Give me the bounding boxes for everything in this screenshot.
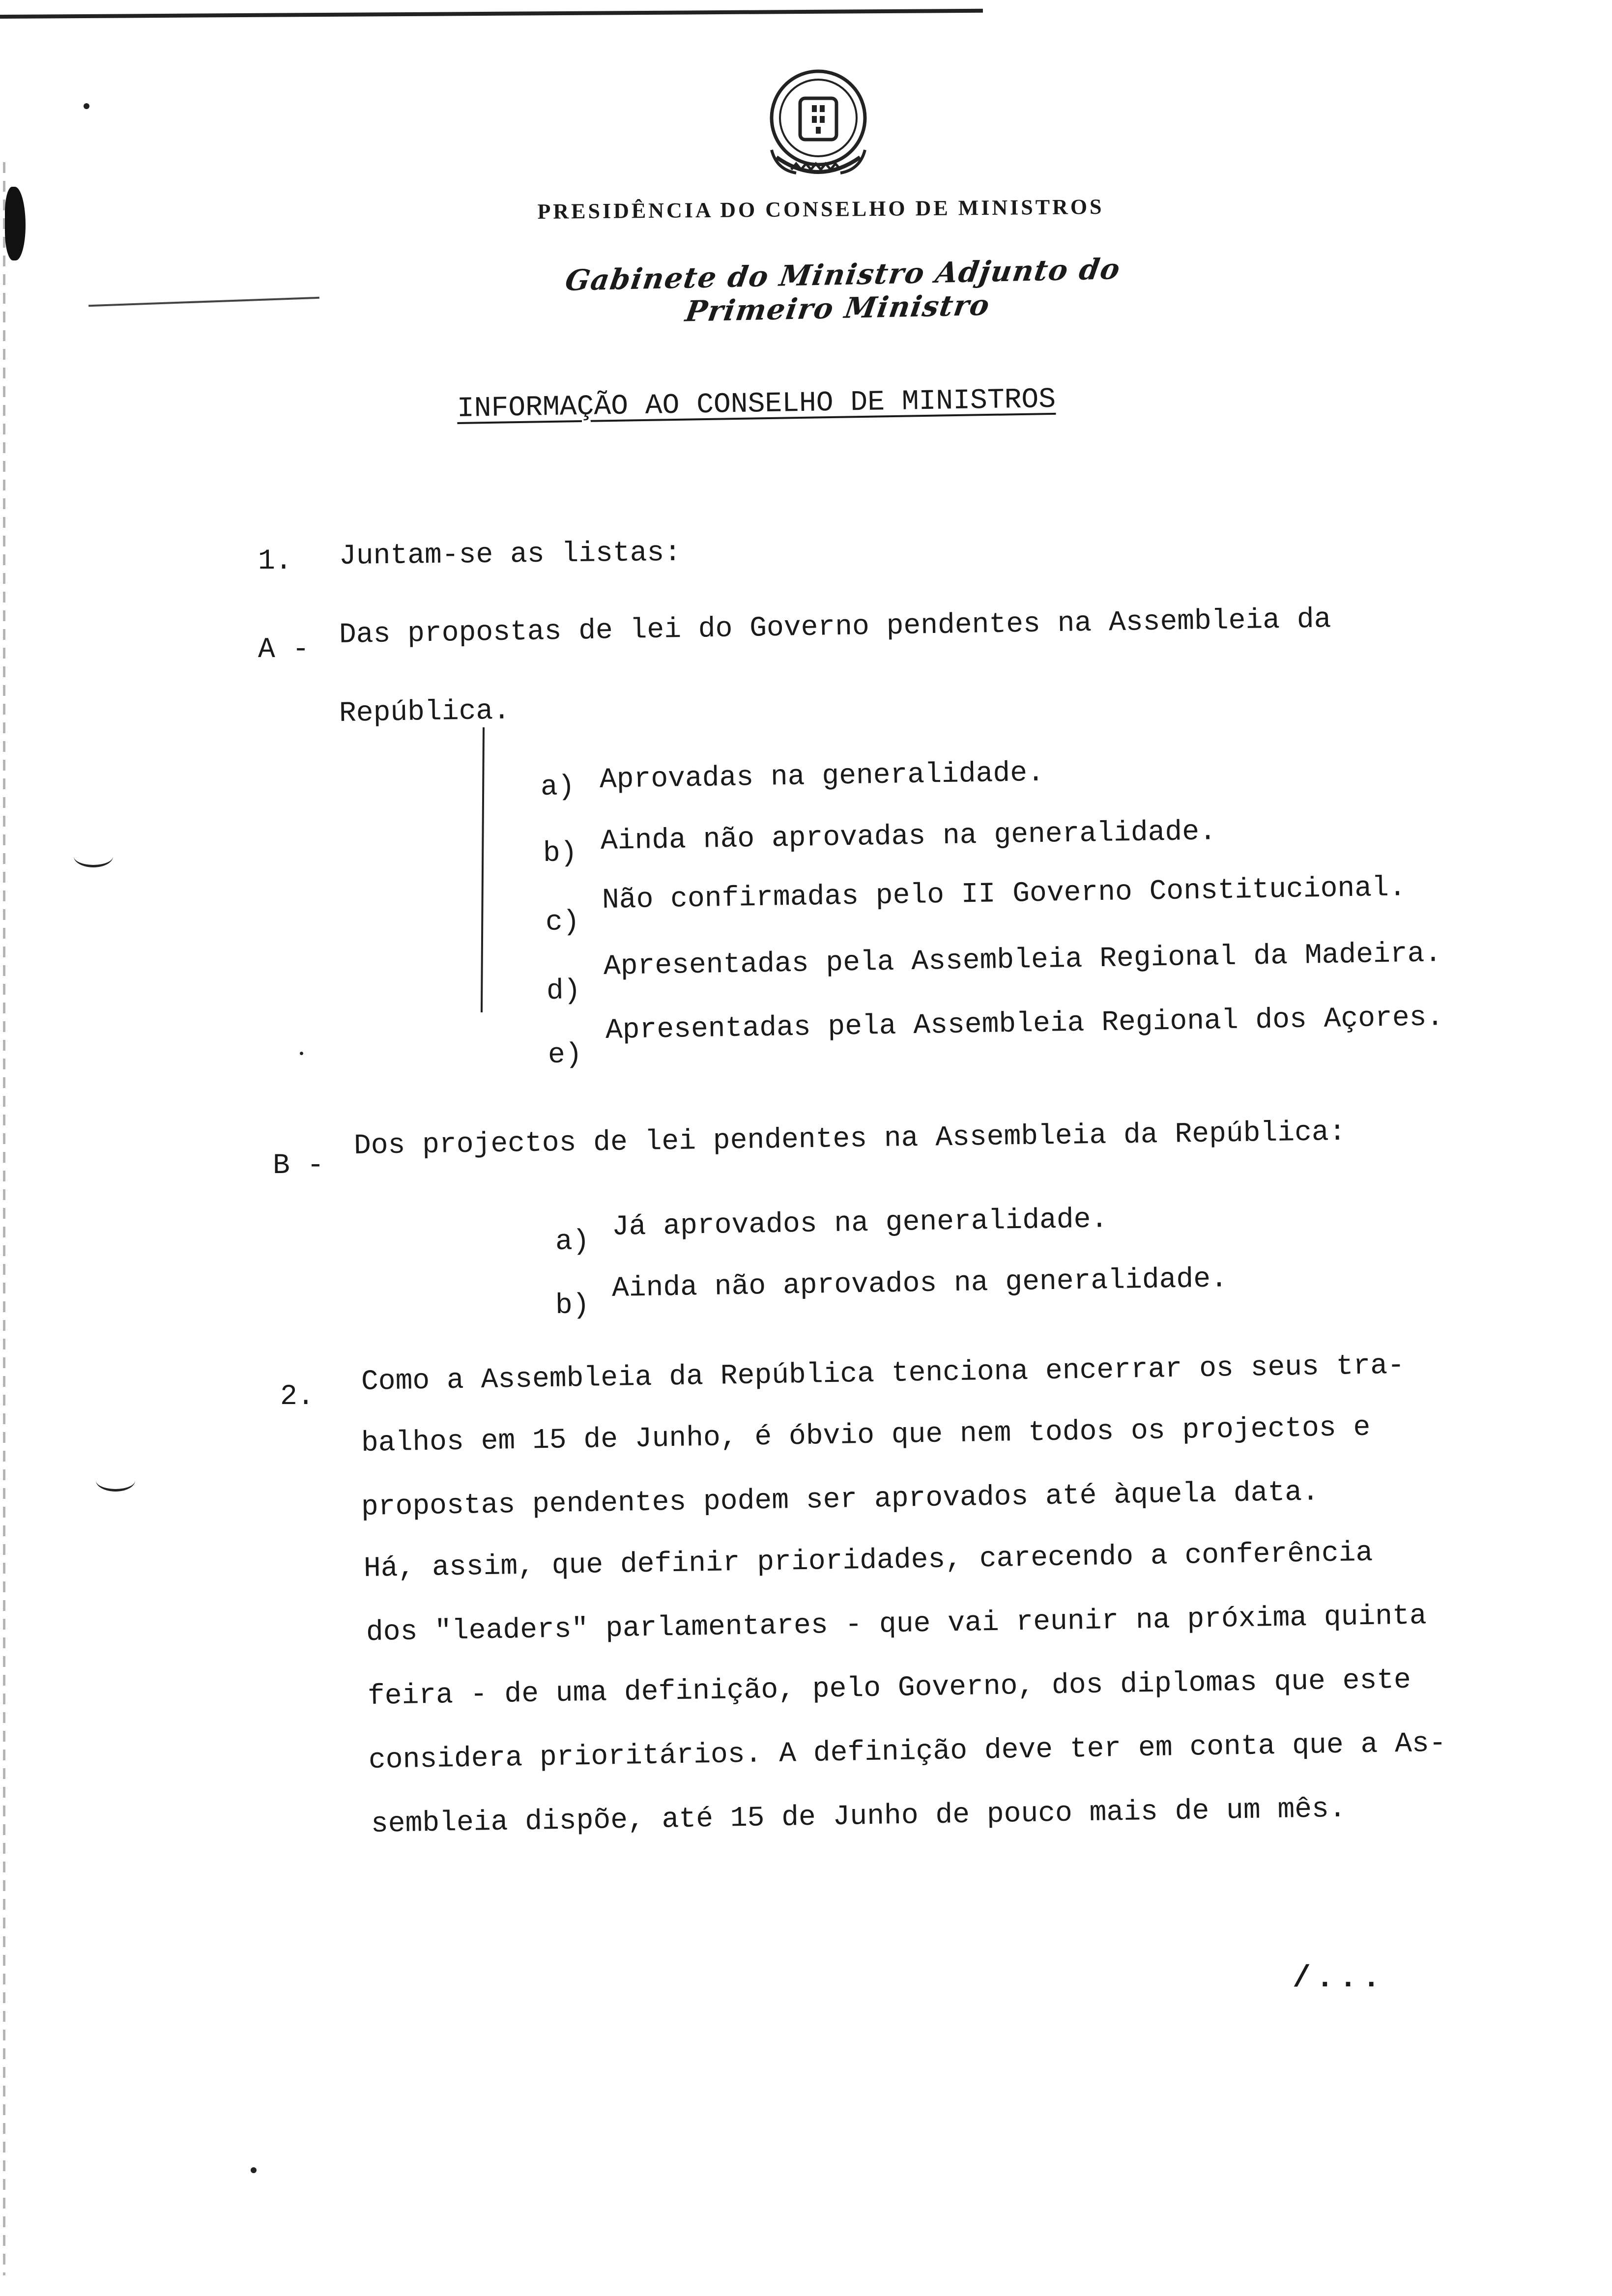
list-a-item-marker: e) xyxy=(547,1038,583,1071)
paragraph-line: Há, assim, que definir prioridades, carecendo a conferência xyxy=(363,1537,1373,1585)
list-a-text-cont: República. xyxy=(339,695,511,730)
paragraph-line: propostas pendentes podem ser aprovados até àquela data. xyxy=(361,1476,1320,1523)
punch-hole-mark xyxy=(96,1469,135,1492)
paragraph-line: balhos em 15 de Junho, é óbvio que nem todos os projectos e xyxy=(361,1411,1371,1460)
scan-top-edge xyxy=(0,9,983,19)
list-a-item: Apresentadas pela Assembleia Regional dos Açores. xyxy=(605,1002,1444,1047)
section-2-number: 2. xyxy=(280,1381,315,1413)
paragraph-line: Como a Assembleia da República tenciona encerrar os seus tra- xyxy=(361,1349,1405,1398)
paragraph-line: sembleia dispõe, até 15 de Junho de pouco mais de um mês. xyxy=(371,1793,1347,1840)
organization-name: PRESIDÊNCIA DO CONSELHO DE MINISTROS xyxy=(537,194,1104,224)
national-crest-icon xyxy=(757,64,880,192)
list-b-text: Dos projectos de lei pendentes na Assembleia da República: xyxy=(353,1116,1346,1162)
list-a-item-marker: a) xyxy=(540,771,576,804)
scan-speck xyxy=(300,1052,303,1055)
list-a-item-marker: d) xyxy=(546,975,581,1007)
scan-speck xyxy=(251,2167,257,2173)
list-b-item: Ainda não aprovados na generalidade. xyxy=(611,1263,1228,1305)
document-title: INFORMAÇÃO AO CONSELHO DE MINISTROS xyxy=(457,383,1056,425)
list-a-label: A - xyxy=(258,634,310,666)
list-a-item-marker: b) xyxy=(543,837,578,870)
cabinet-name: Gabinete do Ministro Adjunto do Primeiro Ministro xyxy=(563,252,1123,328)
list-a-item: Ainda não aprovadas na generalidade. xyxy=(600,816,1217,858)
section-1-intro: Juntam-se as listas: xyxy=(339,537,682,573)
list-a-item: Não confirmadas pelo II Governo Constitucional. xyxy=(602,872,1407,917)
scan-left-edge xyxy=(3,162,5,2275)
list-b-label: B - xyxy=(273,1150,324,1182)
list-b-item-marker: a) xyxy=(555,1225,590,1258)
list-a-text: Das propostas de lei do Governo pendentes na Assembleia da xyxy=(339,603,1331,651)
scan-dash-line xyxy=(88,297,319,307)
scan-binding-mark xyxy=(5,187,26,260)
list-b-item: Já aprovados na generalidade. xyxy=(611,1204,1108,1243)
section-1-number: 1. xyxy=(258,545,292,577)
list-a-item-marker: c) xyxy=(545,906,580,939)
margin-bracket xyxy=(481,727,485,1012)
paragraph-line: dos "leaders" parlamentares - que vai reunir na próxima quinta xyxy=(366,1600,1427,1649)
list-a-item: Aprovadas na generalidade. xyxy=(599,757,1045,796)
paragraph-line: feira - de uma definição, pelo Governo, dos diplomas que este xyxy=(367,1664,1411,1713)
list-b-item-marker: b) xyxy=(555,1289,590,1322)
paragraph-line: considera prioritários. A definição deve ter em conta que a As- xyxy=(368,1727,1447,1777)
continuation-mark: /... xyxy=(1293,1961,1385,1996)
list-a-item: Apresentadas pela Assembleia Regional da Madeira. xyxy=(603,938,1442,983)
scan-speck xyxy=(84,103,89,109)
punch-hole-mark xyxy=(74,845,113,867)
